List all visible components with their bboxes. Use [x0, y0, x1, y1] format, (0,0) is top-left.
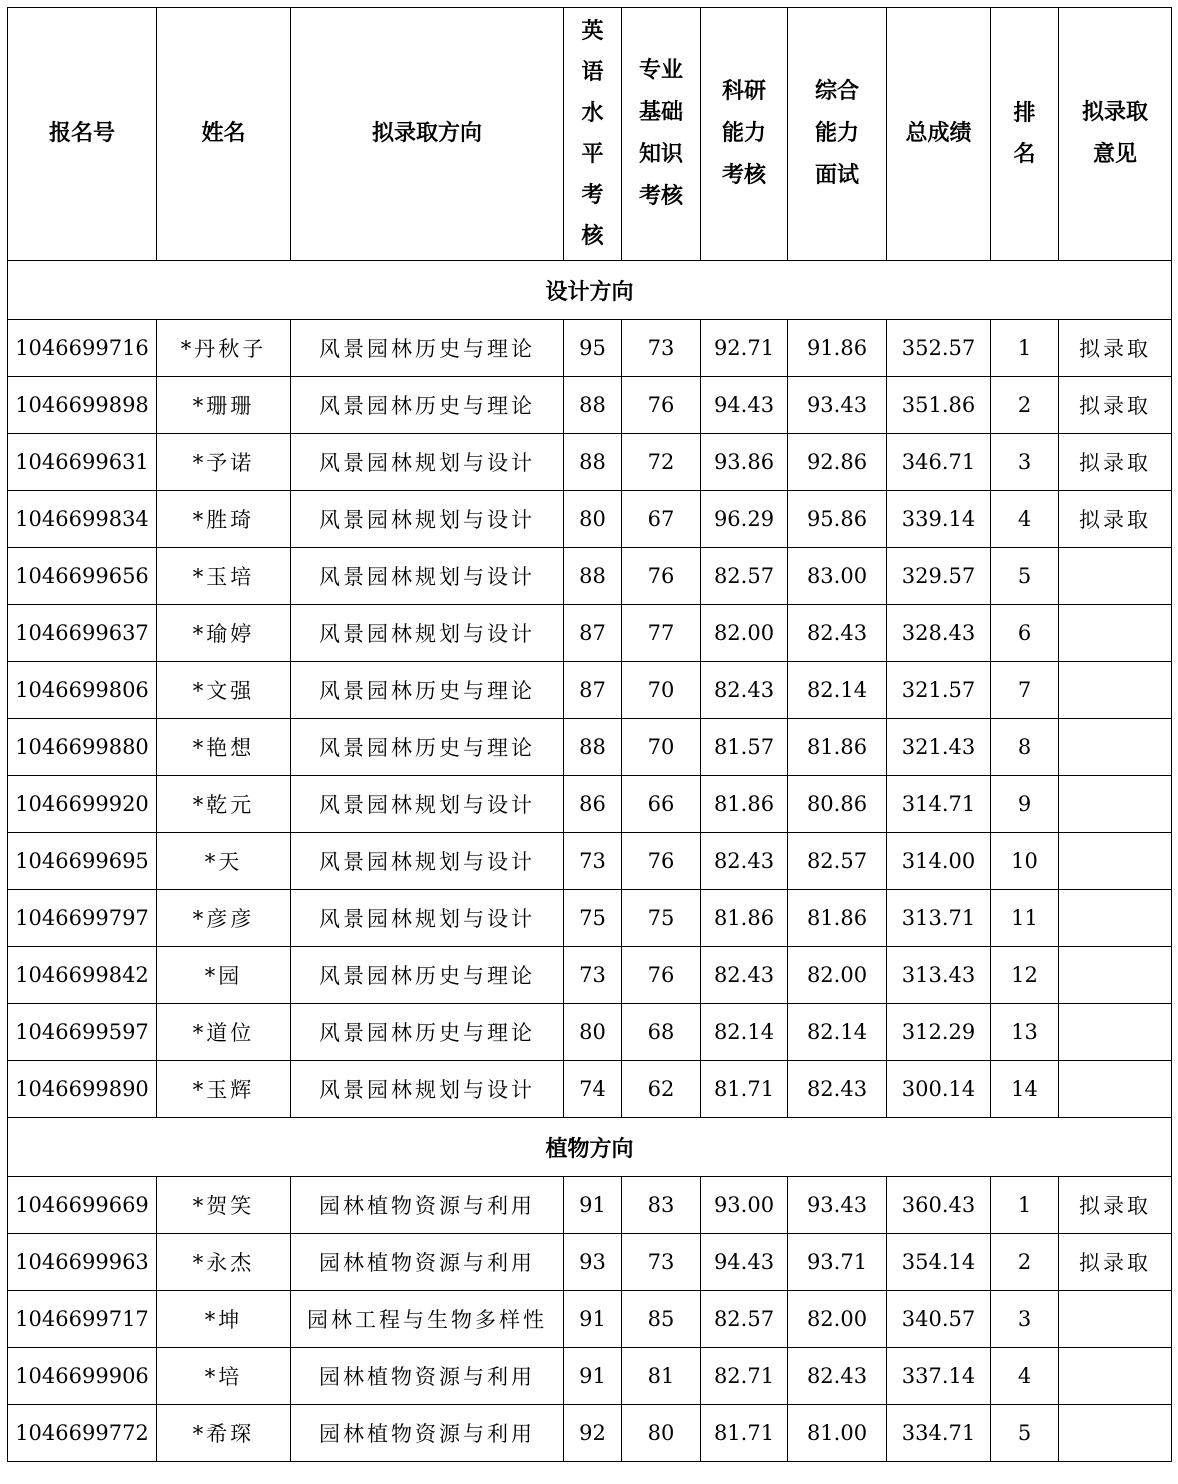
cell-direction: 风景园林历史与理论: [291, 1004, 564, 1061]
table-row: [8, 1177, 1172, 1234]
header-basic: 专业基础知识考核: [622, 8, 701, 261]
cell-id: 1046699695: [8, 833, 157, 890]
cell-research: 82.43: [701, 662, 788, 719]
cell-research: 92.71: [701, 320, 788, 377]
cell-research: 82.43: [701, 833, 788, 890]
cell-interview: 82.14: [788, 662, 887, 719]
cell-english: 86: [564, 776, 622, 833]
cell-name: *天: [157, 833, 291, 890]
cell-opinion: [1059, 947, 1172, 1004]
cell-interview: 82.57: [788, 833, 887, 890]
cell-rank: 2: [991, 1234, 1059, 1291]
cell-total: 352.57: [887, 320, 991, 377]
cell-name: *永杰: [157, 1234, 291, 1291]
header-total: 总成绩: [887, 8, 991, 261]
cell-english: 74: [564, 1061, 622, 1118]
cell-interview: 81.86: [788, 719, 887, 776]
cell-basic: 73: [622, 320, 701, 377]
table-row: [8, 1291, 1172, 1348]
cell-id: 1046699890: [8, 1061, 157, 1118]
cell-basic: 85: [622, 1291, 701, 1348]
cell-english: 88: [564, 548, 622, 605]
cell-rank: 8: [991, 719, 1059, 776]
cell-direction: 风景园林规划与设计: [291, 833, 564, 890]
cell-interview: 82.00: [788, 1291, 887, 1348]
cell-basic: 77: [622, 605, 701, 662]
cell-rank: 10: [991, 833, 1059, 890]
cell-id: 1046699772: [8, 1405, 157, 1462]
cell-name: *文强: [157, 662, 291, 719]
header-direction: 拟录取方向: [291, 8, 564, 261]
cell-research: 94.43: [701, 377, 788, 434]
cell-direction: 风景园林历史与理论: [291, 320, 564, 377]
cell-basic: 66: [622, 776, 701, 833]
cell-interview: 95.86: [788, 491, 887, 548]
cell-total: 334.71: [887, 1405, 991, 1462]
cell-total: 339.14: [887, 491, 991, 548]
cell-rank: 1: [991, 1177, 1059, 1234]
cell-total: 346.71: [887, 434, 991, 491]
cell-direction: 园林植物资源与利用: [291, 1234, 564, 1291]
admission-score-table: [7, 7, 1172, 1462]
cell-basic: 81: [622, 1348, 701, 1405]
cell-name: *胜琦: [157, 491, 291, 548]
cell-id: 1046699834: [8, 491, 157, 548]
cell-total: 340.57: [887, 1291, 991, 1348]
cell-basic: 72: [622, 434, 701, 491]
cell-research: 81.71: [701, 1405, 788, 1462]
cell-name: *玉辉: [157, 1061, 291, 1118]
cell-rank: 3: [991, 1291, 1059, 1348]
header-id: 报名号: [8, 8, 157, 261]
cell-opinion: [1059, 605, 1172, 662]
cell-english: 92: [564, 1405, 622, 1462]
cell-interview: 93.43: [788, 1177, 887, 1234]
cell-id: 1046699656: [8, 548, 157, 605]
cell-english: 73: [564, 947, 622, 1004]
cell-direction: 风景园林规划与设计: [291, 605, 564, 662]
cell-id: 1046699906: [8, 1348, 157, 1405]
cell-opinion: [1059, 776, 1172, 833]
cell-rank: 1: [991, 320, 1059, 377]
cell-rank: 9: [991, 776, 1059, 833]
cell-name: *贺笑: [157, 1177, 291, 1234]
cell-research: 96.29: [701, 491, 788, 548]
table-row: [8, 947, 1172, 1004]
cell-basic: 76: [622, 377, 701, 434]
cell-research: 82.14: [701, 1004, 788, 1061]
cell-rank: 4: [991, 491, 1059, 548]
cell-basic: 80: [622, 1405, 701, 1462]
cell-basic: 70: [622, 662, 701, 719]
cell-total: 329.57: [887, 548, 991, 605]
cell-interview: 93.43: [788, 377, 887, 434]
table-row: [8, 377, 1172, 434]
cell-basic: 70: [622, 719, 701, 776]
cell-name: *玉培: [157, 548, 291, 605]
cell-name: *艳想: [157, 719, 291, 776]
cell-rank: 5: [991, 548, 1059, 605]
cell-basic: 67: [622, 491, 701, 548]
cell-english: 91: [564, 1177, 622, 1234]
cell-opinion: [1059, 1004, 1172, 1061]
cell-total: 321.57: [887, 662, 991, 719]
cell-research: 82.00: [701, 605, 788, 662]
cell-id: 1046699842: [8, 947, 157, 1004]
cell-english: 91: [564, 1348, 622, 1405]
cell-opinion: [1059, 548, 1172, 605]
header-rank: 排名: [991, 8, 1059, 261]
cell-rank: 6: [991, 605, 1059, 662]
cell-interview: 91.86: [788, 320, 887, 377]
cell-english: 93: [564, 1234, 622, 1291]
header-name: 姓名: [157, 8, 291, 261]
cell-research: 81.86: [701, 890, 788, 947]
cell-id: 1046699717: [8, 1291, 157, 1348]
section-row: [8, 261, 1172, 320]
section-title: 植物方向: [8, 1118, 1172, 1177]
cell-basic: 62: [622, 1061, 701, 1118]
cell-basic: 76: [622, 947, 701, 1004]
cell-direction: 园林植物资源与利用: [291, 1348, 564, 1405]
cell-interview: 81.00: [788, 1405, 887, 1462]
cell-english: 95: [564, 320, 622, 377]
cell-name: *乾元: [157, 776, 291, 833]
cell-direction: 园林植物资源与利用: [291, 1405, 564, 1462]
cell-english: 80: [564, 1004, 622, 1061]
cell-direction: 园林工程与生物多样性: [291, 1291, 564, 1348]
cell-english: 88: [564, 377, 622, 434]
table-row: [8, 833, 1172, 890]
header-opinion: 拟录取意见: [1059, 8, 1172, 261]
cell-english: 87: [564, 662, 622, 719]
cell-rank: 4: [991, 1348, 1059, 1405]
cell-opinion: [1059, 1061, 1172, 1118]
cell-direction: 园林植物资源与利用: [291, 1177, 564, 1234]
cell-rank: 2: [991, 377, 1059, 434]
table-row: [8, 1348, 1172, 1405]
table-row: [8, 662, 1172, 719]
cell-total: 300.14: [887, 1061, 991, 1118]
cell-total: 351.86: [887, 377, 991, 434]
cell-english: 88: [564, 719, 622, 776]
cell-total: 313.43: [887, 947, 991, 1004]
table-row: [8, 719, 1172, 776]
cell-direction: 风景园林规划与设计: [291, 434, 564, 491]
cell-interview: 82.43: [788, 1061, 887, 1118]
cell-id: 1046699880: [8, 719, 157, 776]
cell-id: 1046699920: [8, 776, 157, 833]
cell-total: 313.71: [887, 890, 991, 947]
cell-research: 81.71: [701, 1061, 788, 1118]
cell-direction: 风景园林历史与理论: [291, 377, 564, 434]
cell-total: 328.43: [887, 605, 991, 662]
cell-total: 321.43: [887, 719, 991, 776]
cell-basic: 73: [622, 1234, 701, 1291]
cell-id: 1046699631: [8, 434, 157, 491]
cell-id: 1046699716: [8, 320, 157, 377]
header-english: 英语水平考核: [564, 8, 622, 261]
cell-rank: 13: [991, 1004, 1059, 1061]
header-row: [8, 8, 1172, 261]
table-row: [8, 605, 1172, 662]
cell-total: 312.29: [887, 1004, 991, 1061]
cell-total: 360.43: [887, 1177, 991, 1234]
cell-direction: 风景园林规划与设计: [291, 890, 564, 947]
cell-opinion: 拟录取: [1059, 377, 1172, 434]
cell-research: 82.71: [701, 1348, 788, 1405]
cell-direction: 风景园林规划与设计: [291, 1061, 564, 1118]
table-row: [8, 890, 1172, 947]
cell-name: *希琛: [157, 1405, 291, 1462]
cell-opinion: [1059, 662, 1172, 719]
cell-id: 1046699597: [8, 1004, 157, 1061]
cell-id: 1046699963: [8, 1234, 157, 1291]
cell-id: 1046699797: [8, 890, 157, 947]
cell-english: 88: [564, 434, 622, 491]
cell-english: 75: [564, 890, 622, 947]
cell-rank: 3: [991, 434, 1059, 491]
cell-name: *予诺: [157, 434, 291, 491]
cell-direction: 风景园林历史与理论: [291, 662, 564, 719]
table-row: [8, 1234, 1172, 1291]
cell-basic: 76: [622, 833, 701, 890]
cell-name: *彦彦: [157, 890, 291, 947]
cell-english: 87: [564, 605, 622, 662]
cell-name: *培: [157, 1348, 291, 1405]
cell-basic: 76: [622, 548, 701, 605]
cell-research: 93.00: [701, 1177, 788, 1234]
cell-english: 73: [564, 833, 622, 890]
cell-research: 82.57: [701, 1291, 788, 1348]
table-body: [8, 261, 1172, 1462]
cell-interview: 92.86: [788, 434, 887, 491]
table-row: [8, 434, 1172, 491]
cell-opinion: [1059, 1405, 1172, 1462]
cell-name: *瑜婷: [157, 605, 291, 662]
cell-basic: 83: [622, 1177, 701, 1234]
cell-research: 81.57: [701, 719, 788, 776]
cell-interview: 82.14: [788, 1004, 887, 1061]
table-row: [8, 491, 1172, 548]
cell-research: 94.43: [701, 1234, 788, 1291]
cell-interview: 82.00: [788, 947, 887, 1004]
cell-id: 1046699669: [8, 1177, 157, 1234]
cell-total: 354.14: [887, 1234, 991, 1291]
cell-interview: 81.86: [788, 890, 887, 947]
section-row: [8, 1118, 1172, 1177]
cell-english: 91: [564, 1291, 622, 1348]
cell-opinion: 拟录取: [1059, 1234, 1172, 1291]
cell-name: *珊珊: [157, 377, 291, 434]
cell-total: 314.00: [887, 833, 991, 890]
cell-rank: 12: [991, 947, 1059, 1004]
cell-id: 1046699637: [8, 605, 157, 662]
header-research: 科研能力考核: [701, 8, 788, 261]
cell-total: 337.14: [887, 1348, 991, 1405]
header-interview: 综合能力面试: [788, 8, 887, 261]
cell-rank: 14: [991, 1061, 1059, 1118]
cell-opinion: [1059, 719, 1172, 776]
cell-direction: 风景园林规划与设计: [291, 491, 564, 548]
table-row: [8, 1405, 1172, 1462]
cell-opinion: 拟录取: [1059, 320, 1172, 377]
section-title: 设计方向: [8, 261, 1172, 320]
cell-opinion: [1059, 1291, 1172, 1348]
cell-name: *丹秋子: [157, 320, 291, 377]
cell-research: 81.86: [701, 776, 788, 833]
cell-opinion: [1059, 890, 1172, 947]
cell-research: 93.86: [701, 434, 788, 491]
cell-opinion: 拟录取: [1059, 434, 1172, 491]
cell-direction: 风景园林历史与理论: [291, 719, 564, 776]
cell-basic: 75: [622, 890, 701, 947]
cell-interview: 83.00: [788, 548, 887, 605]
table-row: [8, 776, 1172, 833]
cell-direction: 风景园林规划与设计: [291, 776, 564, 833]
cell-interview: 82.43: [788, 1348, 887, 1405]
cell-opinion: [1059, 1348, 1172, 1405]
cell-research: 82.43: [701, 947, 788, 1004]
cell-rank: 5: [991, 1405, 1059, 1462]
cell-name: *道位: [157, 1004, 291, 1061]
cell-english: 80: [564, 491, 622, 548]
cell-rank: 11: [991, 890, 1059, 947]
cell-direction: 风景园林规划与设计: [291, 548, 564, 605]
cell-name: *园: [157, 947, 291, 1004]
table-row: [8, 320, 1172, 377]
cell-interview: 80.86: [788, 776, 887, 833]
cell-total: 314.71: [887, 776, 991, 833]
cell-id: 1046699806: [8, 662, 157, 719]
table-row: [8, 1004, 1172, 1061]
cell-opinion: 拟录取: [1059, 491, 1172, 548]
cell-rank: 7: [991, 662, 1059, 719]
cell-id: 1046699898: [8, 377, 157, 434]
table-row: [8, 1061, 1172, 1118]
table-row: [8, 548, 1172, 605]
cell-opinion: 拟录取: [1059, 1177, 1172, 1234]
cell-opinion: [1059, 833, 1172, 890]
cell-basic: 68: [622, 1004, 701, 1061]
cell-interview: 93.71: [788, 1234, 887, 1291]
cell-name: *坤: [157, 1291, 291, 1348]
cell-direction: 风景园林历史与理论: [291, 947, 564, 1004]
cell-research: 82.57: [701, 548, 788, 605]
cell-interview: 82.43: [788, 605, 887, 662]
